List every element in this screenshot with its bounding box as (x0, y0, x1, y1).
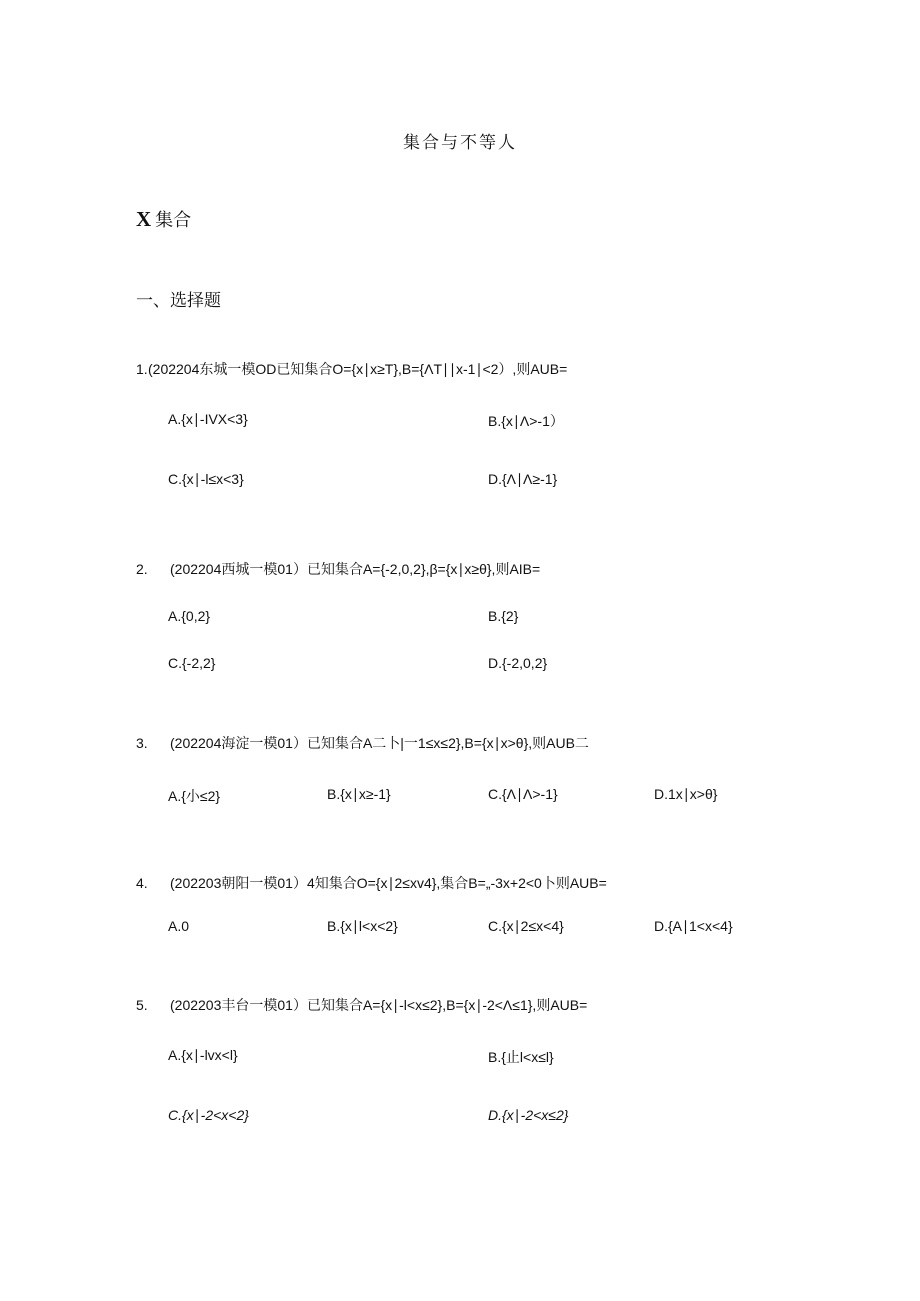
question-2-option-b: B.{2} (488, 608, 519, 624)
question-1-option-a: A.{x∣-IVX<3} (168, 411, 248, 427)
question-number: 1. (136, 361, 148, 377)
question-3-stem (136, 733, 589, 753)
question-3-option-d: D.1x∣x>θ} (654, 786, 718, 802)
question-1-stem (136, 359, 567, 379)
question-3-option-c: C.{Λ∣Λ>-1} (488, 786, 558, 802)
section-mark: X (136, 207, 152, 231)
question-number: 4. (136, 875, 148, 891)
question-5-option-c: C.{x∣-2<x<2} (168, 1107, 249, 1123)
question-4-option-b: B.{x∣l<x<2} (327, 918, 398, 934)
question-5-option-b: B.{止l<x≤l} (488, 1049, 554, 1065)
question-4-option-c: C.{x∣2≤x<4} (488, 918, 564, 934)
question-3-option-b: B.{x∣x≥-1} (327, 786, 391, 802)
question-2-option-a: A.{0,2} (168, 608, 211, 624)
question-5-stem (136, 995, 587, 1015)
question-text: (202203丰台一模01）已知集合A={x∣-l<x≤2},B={x∣-2<Λ≤1},则AUB= (170, 997, 588, 1013)
question-text: (202204西城一模01）已知集合A={-2,0,2},β={x∣x≥θ},则AIB= (170, 561, 541, 577)
question-4-option-d: D.{A∣1<x<4} (654, 918, 733, 934)
question-4-option-a: A.0 (168, 918, 190, 934)
question-2-option-d: D.{-2,0,2} (488, 655, 548, 671)
question-text: (202204东城一模OD已知集合O={x∣x≥T},B={ΛT∣∣x-1∣<2）,则AUB= (148, 361, 568, 377)
document-title: 集合与不等人 (403, 133, 517, 153)
question-2-stem (136, 559, 540, 579)
question-1-option-c: C.{x∣-l≤x<3} (168, 471, 244, 487)
question-1-option-b: B.{x∣Λ>-1） (488, 413, 564, 429)
question-text: (202203朝阳一模01）4知集合O={x∣2≤xv4},集合B=„-3x+2<0卜则AUB= (170, 875, 607, 891)
question-number: 2. (136, 561, 148, 577)
question-2-option-c: C.{-2,2} (168, 655, 216, 671)
question-3-option-a: A.{小≤2} (168, 788, 221, 804)
question-4-stem (136, 873, 607, 893)
question-text: (202204海淀一模01）已知集合A二卜|一1≤x≤2},B={x∣x>θ},则AUB二 (170, 735, 589, 751)
subsection-heading: 一、选择题 (136, 291, 221, 311)
question-number: 5. (136, 997, 148, 1013)
question-5-option-a: A.{x∣-lvx<l} (168, 1047, 238, 1063)
question-1-option-d: D.{Λ∣Λ≥-1} (488, 471, 558, 487)
question-5-option-d: D.{x∣-2<x≤2} (488, 1107, 569, 1123)
question-number: 3. (136, 735, 148, 751)
section-label: 集合 (155, 210, 192, 231)
section-heading (136, 206, 191, 232)
